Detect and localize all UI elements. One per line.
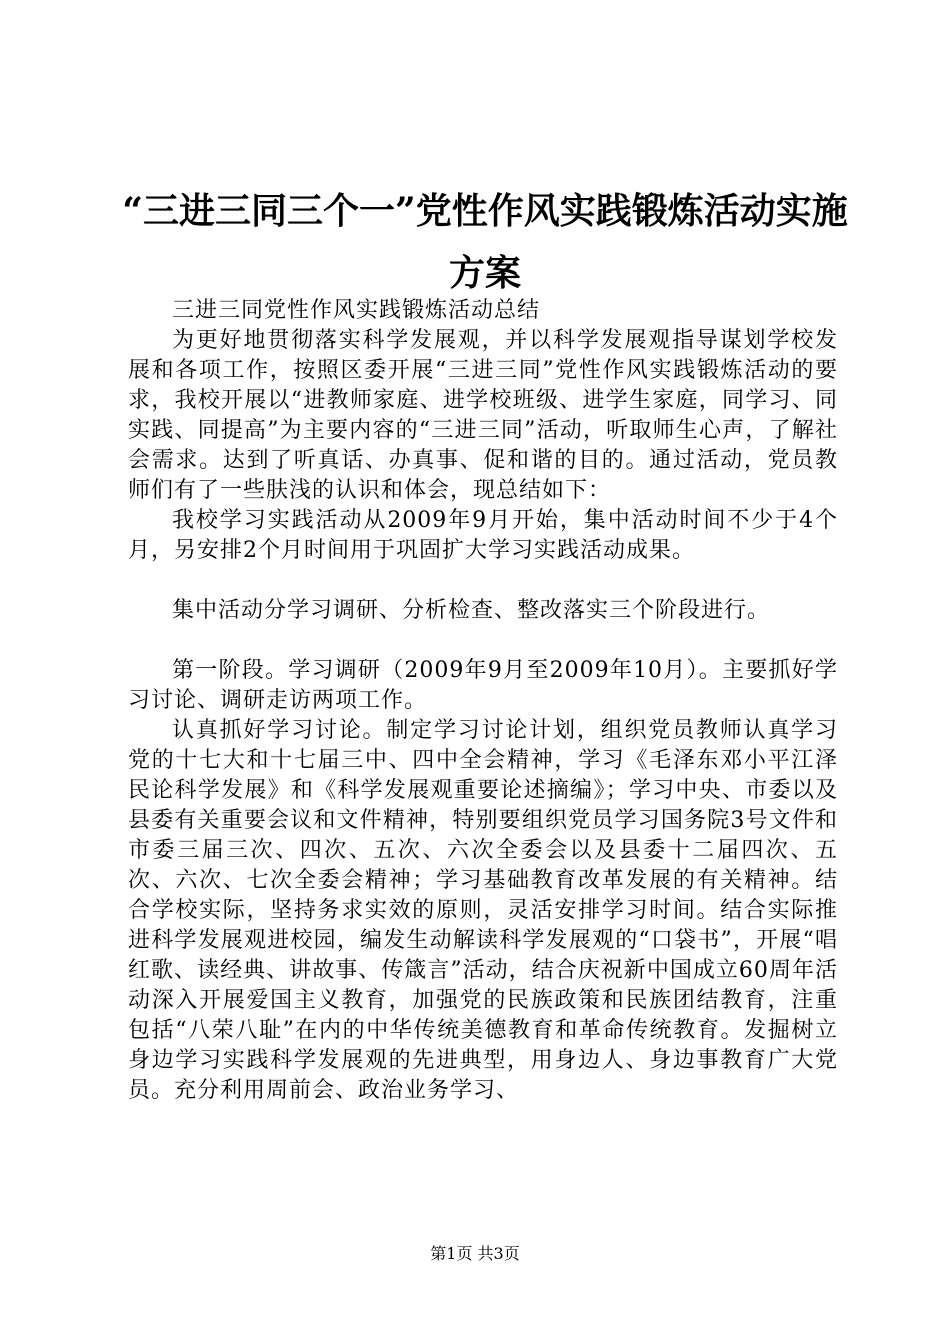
document-title: “三进三同三个一”党性作风实践锻炼活动实施方案 — [122, 190, 848, 294]
body-paragraph-study: 认真抓好学习讨论。制定学习讨论计划，组织党员教师认真学习党的十七大和十七届三中、四中全会精神，学习《毛泽东邓小平江泽民论科学发展》和《科学发展观重要论述摘编》；学习中央、市委以及县委有关重要会议和文件精神，特别要组织党员学习国务院3号文件和市委三届三次、四次、五次、六次全委会以及县委十二届四次、五次、六次、七次全委会精神；学习基础教育改革发展的有关精神。结合学校实际，坚持务求实效的原则，灵活安排学习时间。结合实际推进科学发展观进校园，编发生动解读科学发展观的“口袋书”，开展“唱红歌、读经典、讲故事、传箴言”活动，结合庆祝新中国成立60周年活动深入开展爱国主义教育，加强党的民族政策和民族团结教育，注重包括“八荣八耻”在内的中华传统美德教育和革命传统教育。发掘树立身边学习实践科学发展观的先进典型，用身边人、身边事教育广大党员。充分利用周前会、政治业务学习、 — [128, 718, 838, 1103]
document-body — [128, 296, 838, 1106]
page-number-footer: 第1页 共3页 — [430, 1244, 520, 1263]
body-paragraph-stage-one: 第一阶段。学习调研（2009年9月至2009年10月）。主要抓好学习讨论、调研走访两项工作。 — [128, 658, 838, 713]
body-paragraph-schedule: 我校学习实践活动从2009年9月开始，集中活动时间不少于4个月，另安排2个月时间用于巩固扩大学习实践活动成果。 — [128, 508, 838, 563]
body-paragraph-stages: 集中活动分学习调研、分析检查、整改落实三个阶段进行。 — [172, 598, 771, 623]
body-paragraph-subtitle: 三进三同党性作风实践锻炼活动总结 — [172, 298, 541, 323]
body-paragraph-intro: 为更好地贯彻落实科学发展观，并以科学发展观指导谋划学校发展和各项工作，按照区委开展“三进三同”党性作风实践锻炼活动的要求，我校开展以“进教师家庭、进学校班级、进学生家庭，同学习、同实践、同提高”为主要内容的“三进三同”活动，听取师生心声，了解社会需求。达到了听真话、办真事、促和谐的目的。通过活动，党员教师们有了一些肤浅的认识和体会，现总结如下： — [128, 328, 838, 503]
